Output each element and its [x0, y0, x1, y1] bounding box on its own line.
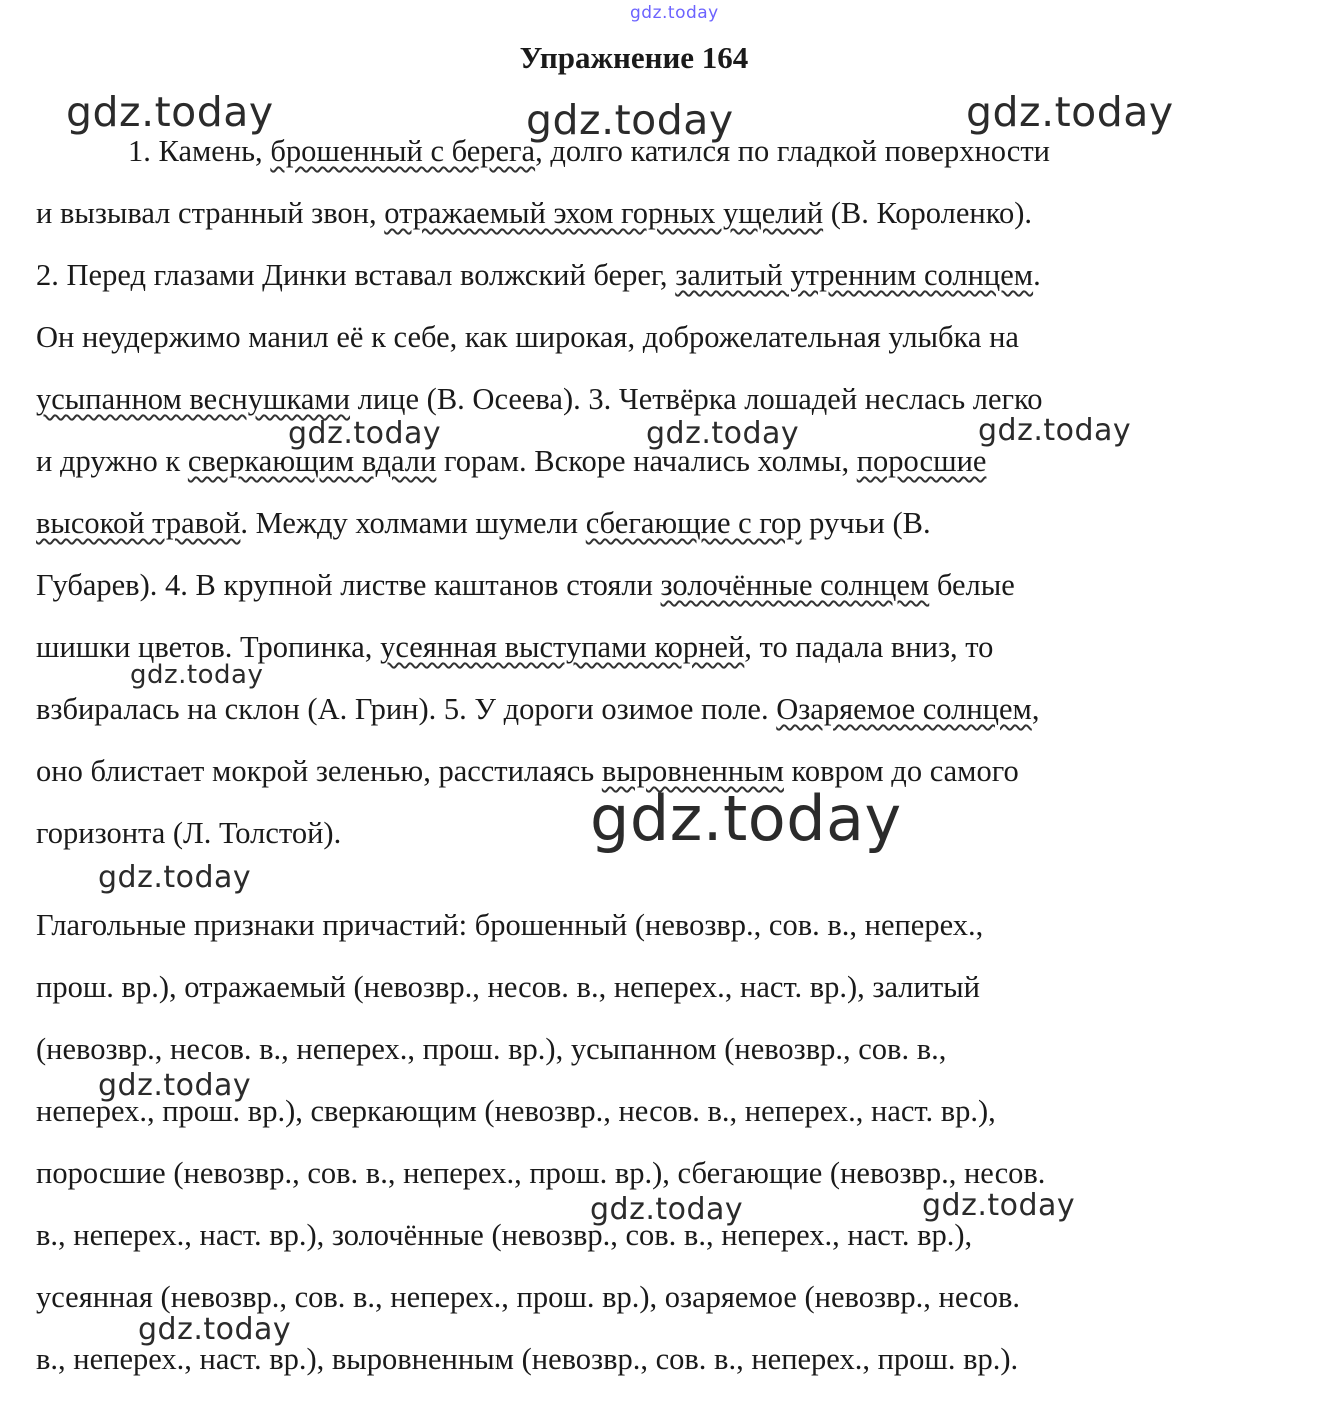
watermark: gdz.today	[978, 413, 1132, 448]
text-line	[36, 908, 983, 943]
underlined-participle-phrase: Озаряемое солнцем	[776, 692, 1032, 726]
text-segment: поросшие (невозвр., сов. в., неперех., прош. вр.), сбегающие (невозвр., несов.	[36, 1156, 1046, 1190]
text-line	[36, 506, 931, 541]
watermark: gdz.today	[98, 860, 252, 895]
underlined-participle-phrase: усыпанном веснушками	[36, 382, 351, 416]
watermark: gdz.today	[966, 88, 1174, 136]
text-line	[36, 1032, 946, 1067]
text-line	[36, 1280, 1020, 1315]
text-segment: ,	[1031, 692, 1040, 726]
watermark: gdz.today	[646, 416, 800, 451]
text-segment: прош. вр.), отражаемый (невозвр., несов. в., неперех., наст. вр.), залитый	[36, 970, 980, 1004]
text-segment: взбиралась на склон (А. Грин). 5. У дороги озимое поле.	[36, 692, 777, 726]
text-segment: Губарев). 4. В крупной листве каштанов стояли	[36, 568, 661, 602]
watermark: gdz.today	[922, 1188, 1076, 1223]
underlined-participle-phrase: отражаемый эхом горных ущелий	[384, 196, 824, 230]
watermark: gdz.today	[66, 88, 274, 136]
watermark: gdz.today	[630, 3, 719, 23]
text-segment: оно блистает мокрой зеленью, расстилаясь	[36, 754, 602, 788]
text-segment: и вызывал странный звон,	[36, 196, 385, 230]
underlined-participle-phrase: поросшие	[856, 444, 987, 478]
text-line	[36, 1094, 996, 1129]
text-line	[36, 970, 980, 1005]
underlined-participle-phrase: сбегающие с гор	[585, 506, 802, 540]
text-line	[36, 444, 986, 479]
underlined-participle-phrase: выровненным	[601, 754, 784, 788]
text-line	[36, 258, 1041, 293]
underlined-participle-phrase: залитый утренним солнцем	[675, 258, 1034, 292]
text-segment: , долго катился по гладкой поверхности	[535, 134, 1050, 168]
underlined-participle-phrase: сверкающим вдали	[187, 444, 437, 478]
text-segment: Глагольные признаки причастий: брошенный (невозвр., сов. в., неперех.,	[36, 908, 984, 942]
text-segment: в., неперех., наст. вр.), золочённые (невозвр., сов. в., неперех., наст. вр.),	[36, 1218, 973, 1252]
text-segment: белые	[929, 568, 1015, 602]
text-line	[36, 1218, 972, 1253]
text-line	[36, 382, 1043, 417]
watermark: gdz.today	[288, 416, 442, 451]
text-line	[36, 320, 1019, 355]
text-line	[36, 1342, 1018, 1377]
text-segment: ручьи (В.	[801, 506, 931, 540]
text-segment: ковром до самого	[783, 754, 1019, 788]
text-line	[36, 816, 341, 851]
watermark: gdz.today	[130, 660, 264, 690]
underlined-participle-phrase: брошенный с берега	[270, 134, 536, 168]
underlined-participle-phrase: золочённые солнцем	[660, 568, 930, 602]
text-segment: . Между холмами шумели	[240, 506, 586, 540]
text-segment: Он неудержимо манил её к себе, как широкая, доброжелательная улыбка на	[36, 320, 1019, 354]
watermark: gdz.today	[138, 1312, 292, 1347]
text-segment: , то падала вниз, то	[744, 630, 994, 664]
text-segment: 2. Перед глазами Динки вставал волжский берег,	[36, 258, 676, 292]
text-line	[36, 692, 1039, 727]
text-segment: горам. Вскоре начались холмы,	[436, 444, 857, 478]
text-segment: лице (В. Осеева). 3. Четвёрка лошадей неслась легко	[350, 382, 1043, 416]
text-line	[36, 630, 993, 665]
text-segment: неперех., прош. вр.), сверкающим (невозвр., несов. в., неперех., наст. вр.),	[36, 1094, 996, 1128]
text-line	[36, 196, 1032, 231]
watermark: gdz.today	[526, 96, 734, 144]
text-segment: 1. Камень,	[128, 134, 271, 168]
underlined-participle-phrase: высокой травой	[36, 506, 241, 540]
text-line	[36, 568, 1015, 603]
text-line	[36, 1156, 1045, 1191]
text-line	[36, 754, 1019, 789]
text-segment: (В. Короленко).	[823, 196, 1033, 230]
text-segment: .	[1033, 258, 1041, 292]
text-line	[128, 134, 1050, 169]
watermark: gdz.today	[590, 1192, 744, 1227]
page-title: Упражнение 164	[519, 40, 749, 75]
text-segment: (невозвр., несов. в., неперех., прош. вр.), усыпанном (невозвр., сов. в.,	[36, 1032, 947, 1066]
watermark: gdz.today	[590, 782, 902, 855]
text-segment: и дружно к	[36, 444, 188, 478]
text-segment: усеянная (невозвр., сов. в., неперех., прош. вр.), озаряемое (невозвр., несов.	[36, 1280, 1020, 1314]
underlined-participle-phrase: усеянная выступами корней	[380, 630, 745, 664]
watermark: gdz.today	[98, 1068, 252, 1103]
text-segment: в., неперех., наст. вр.), выровненным (невозвр., сов. в., неперех., прош. вр.).	[36, 1342, 1019, 1376]
text-segment: шишки цветов. Тропинка,	[36, 630, 381, 664]
text-segment: горизонта (Л. Толстой).	[36, 816, 342, 850]
